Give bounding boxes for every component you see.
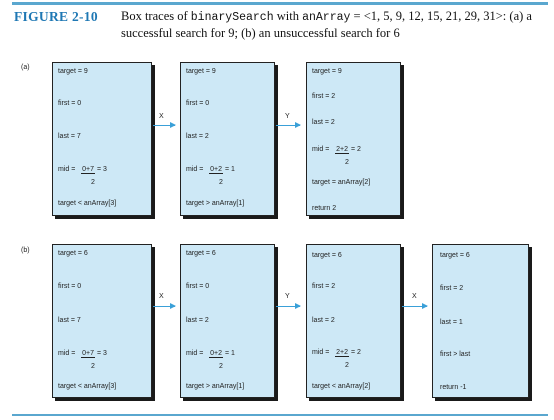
compare-line: target > anArray[1] — [186, 383, 245, 390]
mid-formula: mid = 2+2 = 2 2 — [312, 146, 361, 166]
last-line: last = 2 — [312, 317, 335, 324]
last-line: last = 2 — [312, 119, 335, 126]
compare-line: target < anArray[3] — [58, 200, 117, 207]
arrow-label: X — [159, 113, 164, 120]
figure-label: FIGURE 2-10 — [14, 9, 98, 24]
figure-caption: Box traces of binarySearch with anArray = <1, 5, 9, 12, 15, 21, 29, 31>: (a) a successful search for 9; (b) an unsuccessful search for 6 — [121, 9, 532, 40]
last-line: last = 2 — [186, 133, 209, 140]
top-rule — [12, 2, 548, 5]
first-line: first = 2 — [440, 285, 464, 292]
target-line: target = 6 — [186, 250, 216, 257]
box-b3 — [306, 244, 401, 398]
last-line: last = 7 — [58, 317, 81, 324]
target-line: target = 6 — [58, 250, 88, 257]
arrow-label: X — [412, 293, 417, 300]
return-line: return -1 — [440, 384, 467, 391]
compare-line: target < anArray[3] — [58, 383, 117, 390]
target-line: target = 6 — [440, 252, 470, 259]
compare-line: target = anArray[2] — [312, 179, 371, 186]
mid-formula: mid = 2+2 = 2 2 — [312, 349, 361, 369]
target-line: target = 9 — [312, 68, 342, 75]
target-line: target = 9 — [186, 68, 216, 75]
compare-line: target > anArray[1] — [186, 200, 245, 207]
mid-formula: mid = 0+7 = 3 2 — [58, 166, 107, 186]
first-line: first = 0 — [58, 283, 82, 290]
arrow-label: Y — [285, 113, 290, 120]
first-line: first = 0 — [186, 100, 210, 107]
compare-line: first > last — [440, 351, 471, 358]
box-b2 — [180, 244, 275, 398]
mid-formula: mid = 0+2 = 1 2 — [186, 350, 235, 370]
arrow-a2 — [276, 125, 300, 126]
arrow-b2 — [276, 306, 300, 307]
return-line: return 2 — [312, 205, 337, 212]
first-line: first = 2 — [312, 283, 336, 290]
last-line: last = 7 — [58, 133, 81, 140]
box-a3 — [306, 62, 401, 216]
mid-formula: mid = 0+7 = 3 2 — [58, 350, 107, 370]
box-b1 — [52, 244, 152, 398]
arrow-label: X — [159, 293, 164, 300]
arrow-b3 — [402, 306, 427, 307]
box-a1 — [52, 62, 152, 216]
first-line: first = 0 — [186, 283, 210, 290]
first-line: first = 0 — [58, 100, 82, 107]
box-b4 — [432, 244, 529, 398]
arrow-b1 — [153, 306, 175, 307]
last-line: last = 2 — [186, 317, 209, 324]
compare-line: target < anArray[2] — [312, 383, 371, 390]
target-line: target = 6 — [312, 252, 342, 259]
box-a2 — [180, 62, 275, 216]
part-a-label: (a) — [21, 64, 30, 71]
target-line: target = 9 — [58, 68, 88, 75]
arrow-label: Y — [285, 293, 290, 300]
arrow-a1 — [153, 125, 175, 126]
bottom-rule — [12, 414, 548, 416]
last-line: last = 1 — [440, 319, 463, 326]
mid-formula: mid = 0+2 = 1 2 — [186, 166, 235, 186]
first-line: first = 2 — [312, 93, 336, 100]
part-b-label: (b) — [21, 247, 30, 254]
